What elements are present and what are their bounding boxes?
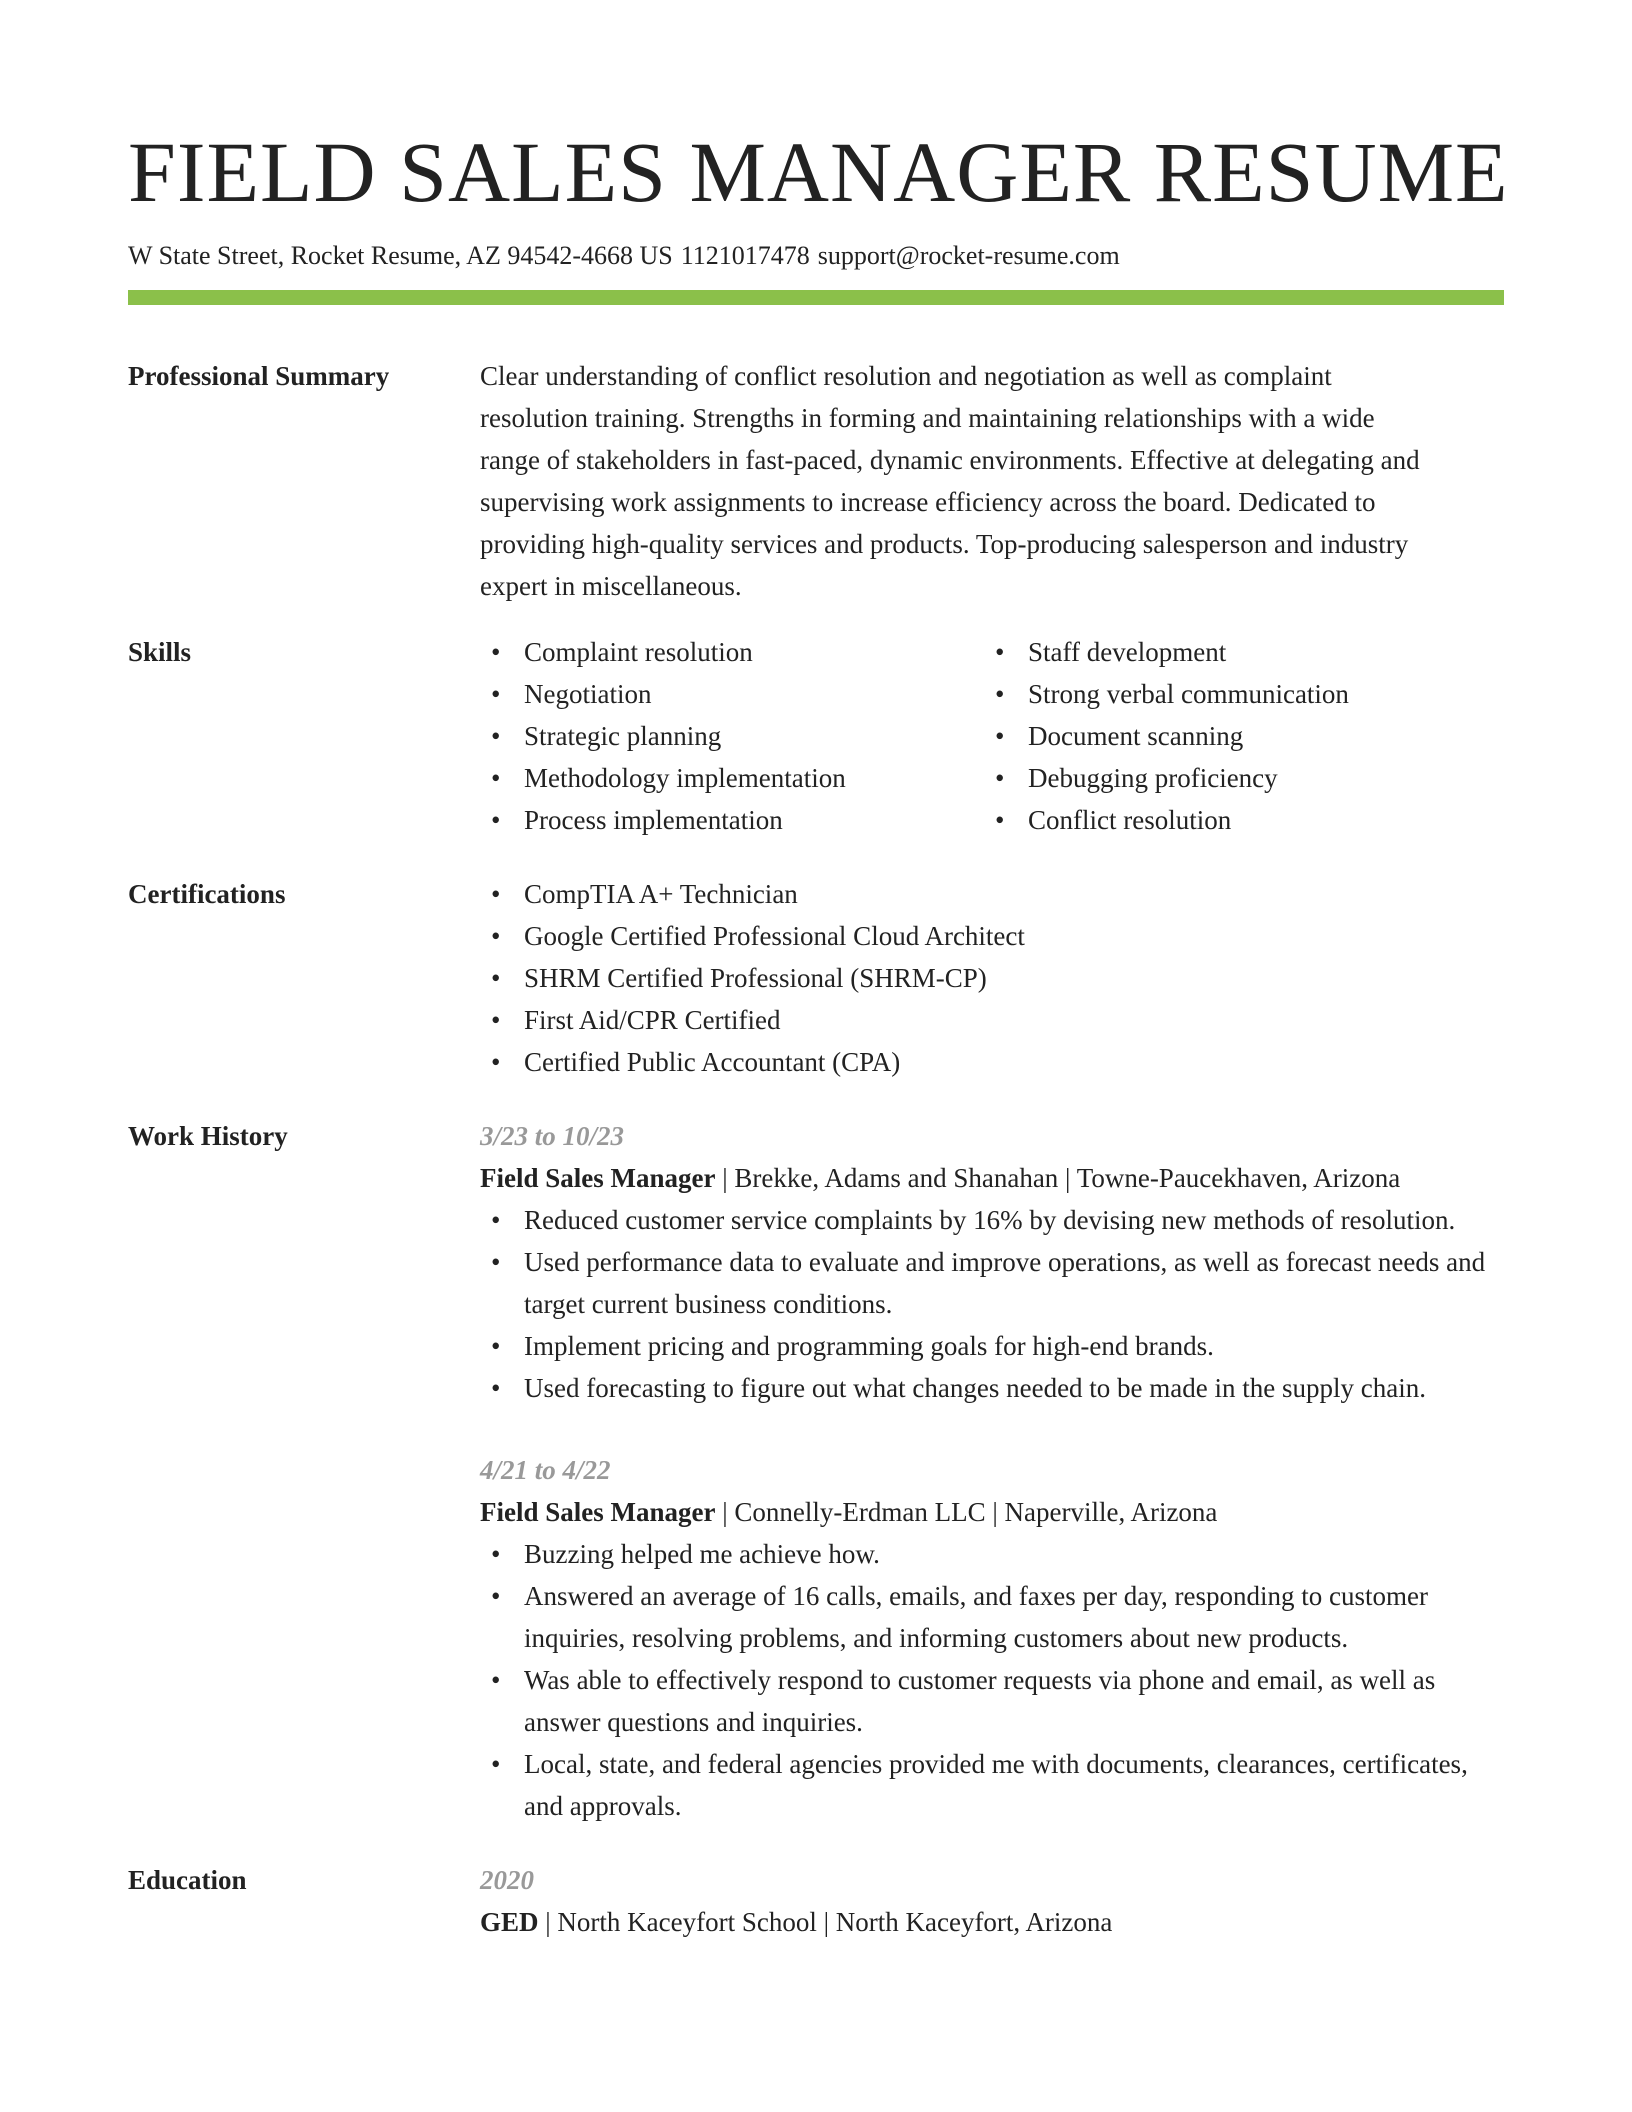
job-dates: 4/21 to 4/22 (480, 1455, 611, 1485)
job-bullet: • Was able to effectively respond to customer requests via phone and email, as well as answer questions and inquiries. (480, 1659, 1504, 1743)
skill-item: • Strong verbal communication (984, 673, 1488, 715)
skill-item: • Staff development (984, 631, 1488, 673)
certifications-list (480, 873, 1504, 1083)
skills-section (128, 631, 1504, 841)
certification-item: • SHRM Certified Professional (SHRM-CP) (480, 957, 1504, 999)
education-details: | North Kaceyfort School | North Kaceyfort, Arizona (538, 1907, 1113, 1937)
work-history-content (480, 1115, 1504, 1827)
summary-text (480, 355, 1504, 607)
job-entry (480, 1115, 1504, 1409)
job-details: | Brekke, Adams and Shanahan | Towne-Paucekhaven, Arizona (715, 1163, 1401, 1193)
contact-line (128, 240, 1504, 272)
contact-email: support@rocket-resume.com (817, 241, 1120, 270)
skill-item: • Document scanning (984, 715, 1488, 757)
job-bullets (480, 1199, 1504, 1409)
job-bullet: • Local, state, and federal agencies provided me with documents, clearances, certificates, and approvals. (480, 1743, 1504, 1827)
job-bullet: • Used forecasting to figure out what changes needed to be made in the supply chain. (480, 1367, 1504, 1409)
skill-item: • Conflict resolution (984, 799, 1488, 841)
certifications-section (128, 873, 1504, 1083)
skill-item: • Strategic planning (480, 715, 984, 757)
job-bullet: • Buzzing helped me achieve how. (480, 1533, 1504, 1575)
summary-line: supervising work assignments to increase efficiency across the board. Dedicated to (480, 487, 1376, 517)
contact-address: W State Street, Rocket Resume, AZ 94542-4668 US (128, 241, 673, 270)
skill-item: • Methodology implementation (480, 757, 984, 799)
job-heading (480, 1491, 1504, 1533)
certification-item: • First Aid/CPR Certified (480, 999, 1504, 1041)
summary-section (128, 355, 1504, 607)
certification-item: • Certified Public Accountant (CPA) (480, 1041, 1504, 1083)
contact-phone: 1121017478 (680, 241, 810, 270)
certifications-label: Certifications (128, 879, 286, 909)
job-bullet: • Implement pricing and programming goals for high-end brands. (480, 1325, 1504, 1367)
summary-line: providing high-quality services and products. Top-producing salesperson and industry (480, 529, 1409, 559)
education-label: Education (128, 1865, 247, 1895)
skills-list-right (984, 631, 1488, 841)
education-date: 2020 (480, 1865, 534, 1895)
job-role: Field Sales Manager (480, 1163, 716, 1193)
job-dates: 3/23 to 10/23 (480, 1121, 625, 1151)
certifications-content (480, 873, 1504, 1083)
work-history-label: Work History (128, 1121, 288, 1151)
education-content (480, 1859, 1504, 1943)
job-bullet: • Answered an average of 16 calls, emails, and faxes per day, responding to customer inquiries, resolving problems, and informing customers about new products. (480, 1575, 1504, 1659)
skills-list-left (480, 631, 984, 841)
summary-line: range of stakeholders in fast-paced, dynamic environments. Effective at delegating and (480, 445, 1420, 475)
summary-label: Professional Summary (128, 361, 390, 391)
skills-label: Skills (128, 637, 192, 667)
job-bullets (480, 1533, 1504, 1827)
certification-item: • Google Certified Professional Cloud Architect (480, 915, 1504, 957)
education-heading (480, 1901, 1504, 1943)
job-details: | Connelly-Erdman LLC | Naperville, Arizona (715, 1497, 1218, 1527)
skills-columns (480, 631, 1504, 841)
summary-line: expert in miscellaneous. (480, 571, 742, 601)
resume-title: FIELD SALES MANAGER RESUME (128, 124, 1509, 220)
skill-item: • Complaint resolution (480, 631, 984, 673)
header-divider (128, 290, 1504, 305)
skill-item: • Process implementation (480, 799, 984, 841)
job-bullet: • Reduced customer service complaints by 16% by devising new methods of resolution. (480, 1199, 1504, 1241)
job-bullet: • Used performance data to evaluate and improve operations, as well as forecast needs and target current business conditions. (480, 1241, 1504, 1325)
job-heading (480, 1157, 1504, 1199)
job-entry (480, 1449, 1504, 1827)
skill-item: • Debugging proficiency (984, 757, 1488, 799)
summary-line: Clear understanding of conflict resolution and negotiation as well as complaint (480, 361, 1332, 391)
education-degree: GED (480, 1907, 539, 1937)
skill-item: • Negotiation (480, 673, 984, 715)
summary-line: resolution training. Strengths in forming and maintaining relationships with a wide (480, 403, 1375, 433)
certification-item: • CompTIA A+ Technician (480, 873, 1504, 915)
job-role: Field Sales Manager (480, 1497, 716, 1527)
education-section (128, 1859, 1504, 1943)
work-history-section (128, 1115, 1504, 1827)
